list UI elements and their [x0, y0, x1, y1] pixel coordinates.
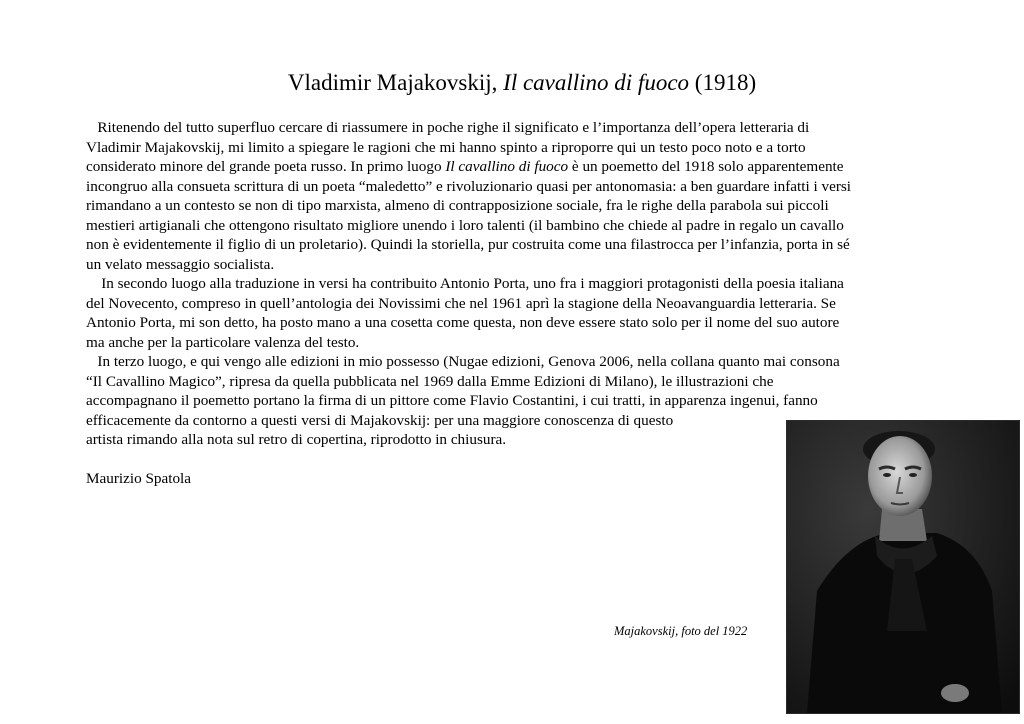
text-span: In secondo luogo alla traduzione in versi ha contribuito Antonio Porta, uno fra i maggiori protagonisti della poesia italiana	[101, 275, 844, 292]
title-year: (1918)	[694, 70, 757, 95]
portrait-photo	[786, 420, 1020, 714]
text-line	[86, 157, 956, 177]
text-span: considerato minore del grande poeta russo. In primo luogo	[86, 158, 446, 175]
title-work: Il cavallino di fuoco	[503, 70, 690, 95]
text-line: incongruo alla consueta scrittura di un poeta “maledetto” e rivoluzionario quasi per antonomasia: a ben guardare infatti i versi	[86, 177, 852, 195]
text-line: efficacemente da contorno a questi versi di Majakovskij: per una maggiore conoscenza di questo	[86, 411, 674, 429]
text-line: “Il Cavallino Magico”, ripresa da quella pubblicata nel 1969 dalla Emme Edizioni di Milano), le illustrazioni che	[86, 372, 774, 390]
text-line: mestieri artigianali che ottengono risultato migliore unendo i loro talenti (il bambino che chiede al padre in regalo un cavallo	[86, 216, 844, 234]
photo-caption: Majakovskij, foto del 1922	[614, 624, 748, 638]
text-span: In terzo luogo, e qui vengo alle edizioni in mio possesso (Nugae edizioni, Genova 2006, nella collana quanto mai consona	[97, 353, 840, 370]
portrait-illustration	[787, 421, 1019, 713]
text-line	[86, 352, 956, 372]
text-span: è un poemetto del 1918 solo apparentemente	[568, 158, 844, 175]
work-title-inline: Il cavallino di fuoco	[445, 158, 569, 175]
text-line: un velato messaggio socialista.	[86, 255, 275, 273]
text-line: artista rimando alla nota sul retro di copertina, riprodotto in chiusura.	[86, 431, 507, 448]
text-line	[86, 118, 956, 138]
signature: Maurizio Spatola	[86, 470, 192, 487]
text-line: rimandano a un contesto se non di tipo marxista, almeno di contrapposizione sociale, fra le righe della parabola sui piccoli	[86, 197, 829, 214]
paragraph-1	[86, 118, 956, 274]
title-author: Vladimir Majakovskij,	[287, 70, 498, 95]
text-line: Vladimir Majakovskij, mi limito a spiegare le ragioni che mi hanno spinto a riproporre qui un testo poco noto e a torto	[86, 138, 806, 156]
paragraph-2	[86, 274, 956, 352]
text-line: non è evidentemente il figlio di un proletario). Quindi la storiella, pur costruita come una filastrocca per l’infanzia, porta in sé	[86, 236, 850, 253]
text-line: accompagnano il poemetto portano la firma di un pittore come Flavio Costantini, i cui tratti, in apparenza ingenui, fanno	[86, 392, 818, 409]
text-line	[86, 274, 956, 294]
text-line: ma anche per la particolare valenza del testo.	[86, 333, 360, 351]
text-span: Ritenendo del tutto superfluo cercare di riassumere in poche righe il significato e l’importanza dell’opera letteraria di	[97, 119, 810, 136]
text-line: Antonio Porta, mi son detto, ha posto mano a una cosetta come questa, non deve essere stato solo per il nome del suo autore	[86, 314, 840, 331]
page-title	[0, 68, 1024, 98]
text-line: del Novecento, compreso in quell’antologia dei Novissimi che nel 1961 aprì la stagione della Neoavanguardia letteraria. Se	[86, 294, 836, 312]
